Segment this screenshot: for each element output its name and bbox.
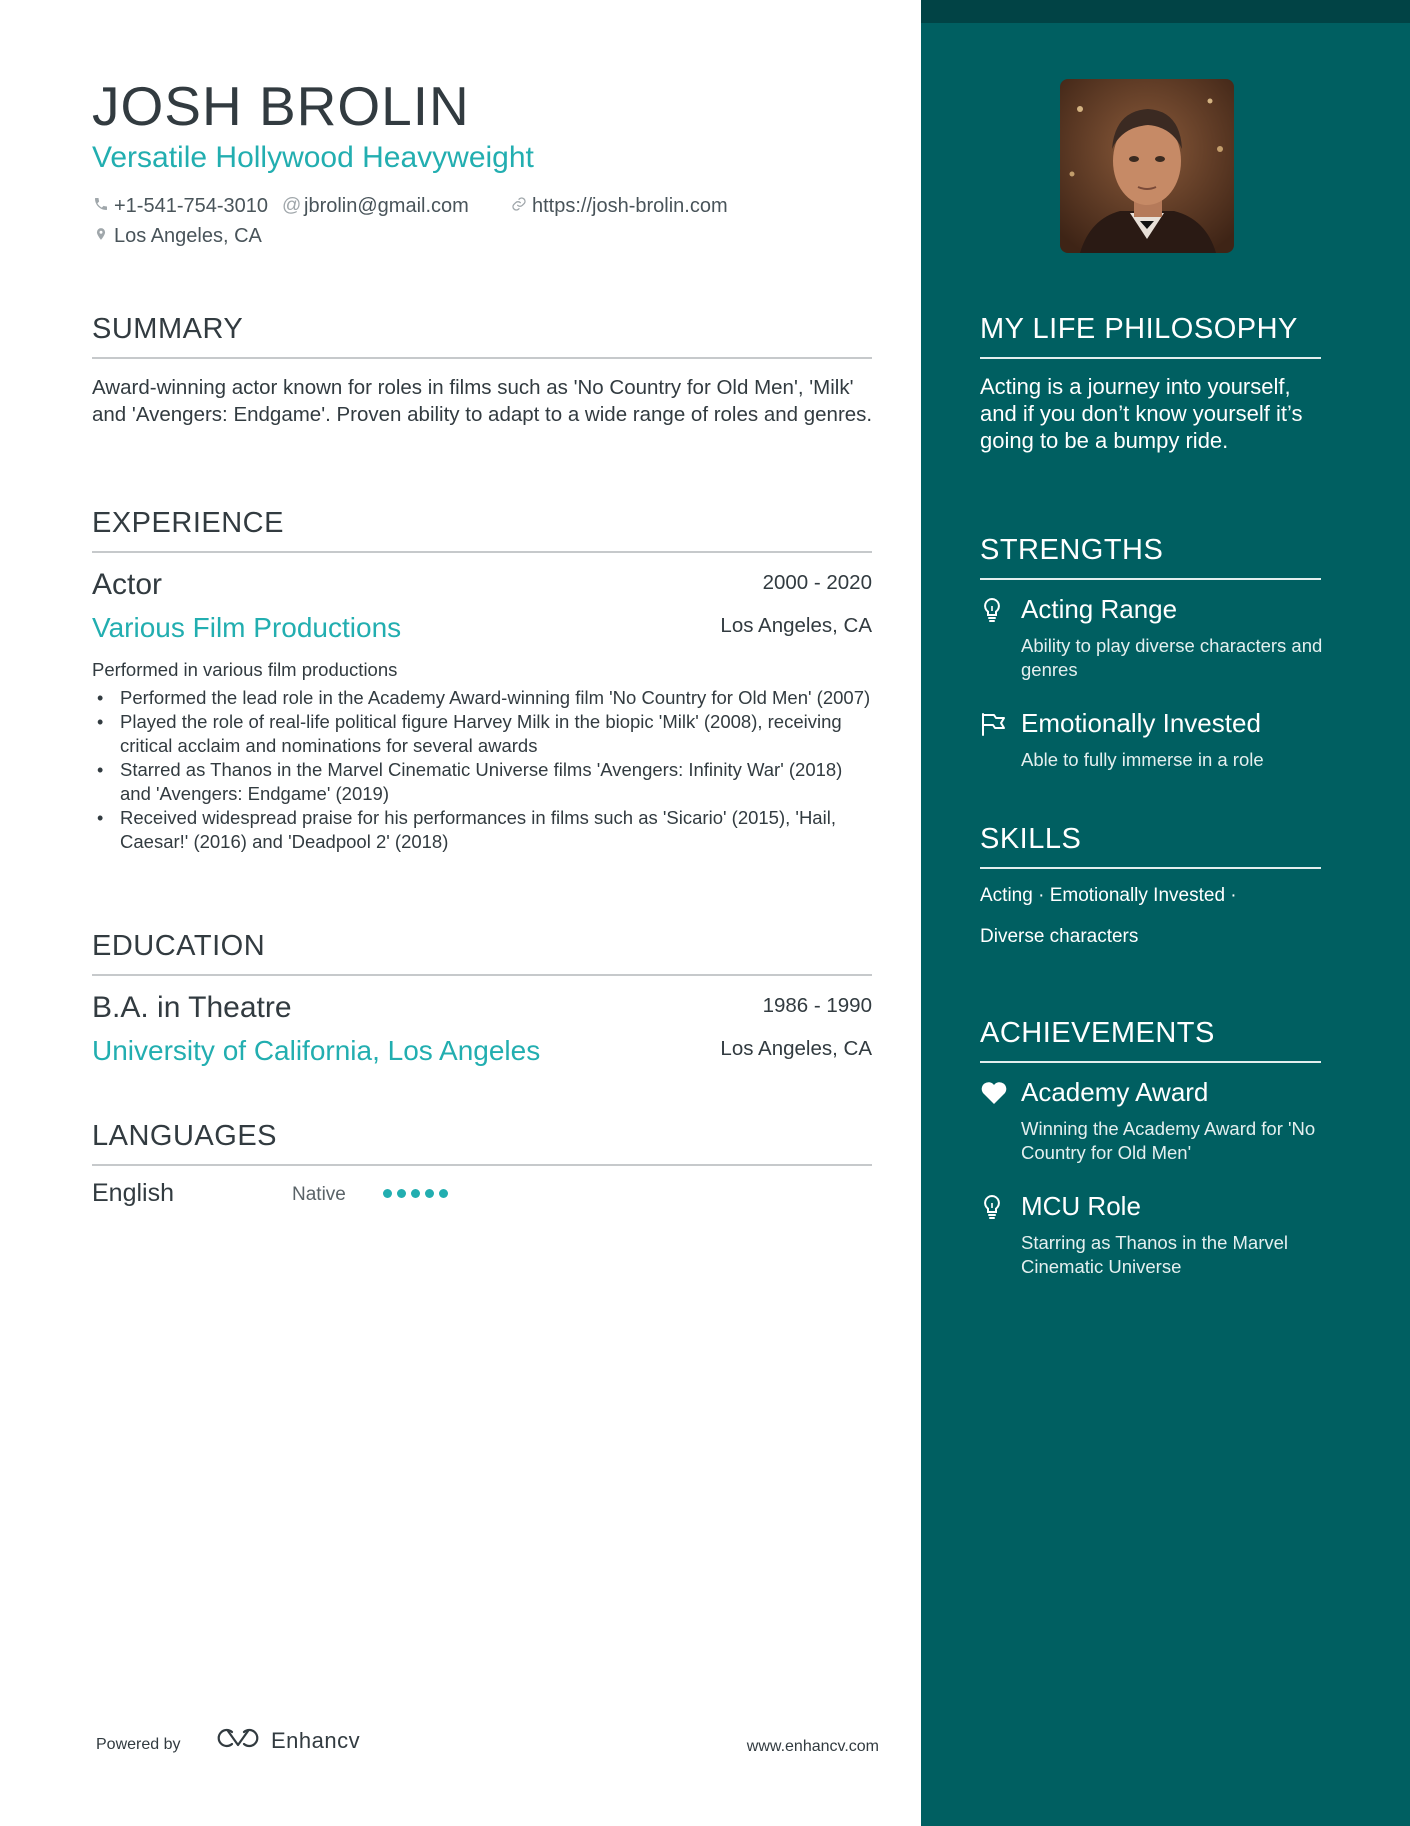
rating-dot [439, 1189, 448, 1198]
strengths-divider [980, 578, 1321, 580]
candidate-name: JOSH BROLIN [92, 75, 470, 137]
skills-line-1: Acting · Emotionally Invested · [980, 885, 1237, 906]
lightbulb-icon [980, 1194, 1006, 1220]
enhancv-logo-icon [215, 1727, 261, 1754]
experience-company: Various Film Productions [92, 612, 402, 643]
contact-website [510, 194, 728, 218]
summary-divider [92, 357, 872, 359]
flag-icon [980, 711, 1006, 737]
experience-bullets [92, 686, 877, 854]
experience-bullet: • Received widespread praise for his performances in films such as 'Sicario' (2015), 'Hail, Caesar!' (2016) and 'Deadpool 2' (2018) [92, 806, 877, 854]
powered-by-label: Powered by [96, 1736, 181, 1753]
achievement-description: Winning the Academy Award for 'No Country for Old Men' [1021, 1118, 1316, 1163]
achievement-title: MCU Role [1021, 1191, 1141, 1221]
education-dates: 1986 - 1990 [762, 994, 872, 1017]
experience-bullet: • Played the role of real-life political figure Harvey Milk in the biopic 'Milk' (2008), receiving critical acclaim and nominations for several awards [92, 710, 877, 758]
language-name: English [92, 1179, 174, 1207]
location-pin-icon [92, 224, 110, 248]
experience-divider [92, 551, 872, 553]
languages-divider [92, 1164, 872, 1166]
experience-heading: EXPERIENCE [92, 507, 284, 539]
lightbulb-icon [980, 597, 1006, 623]
rating-dot [425, 1189, 434, 1198]
skills-heading: SKILLS [980, 823, 1082, 855]
philosophy-heading: MY LIFE PHILOSOPHY [980, 313, 1298, 345]
achievements-heading: ACHIEVEMENTS [980, 1017, 1215, 1049]
philosophy-divider [980, 357, 1321, 359]
experience-location: Los Angeles, CA [720, 614, 872, 637]
heart-icon [980, 1080, 1006, 1106]
sidebar-top-bar [921, 0, 1410, 23]
languages-heading: LANGUAGES [92, 1120, 277, 1152]
achievement-title: Academy Award [1021, 1077, 1209, 1107]
strength-description: Able to fully immerse in a role [1021, 749, 1264, 770]
email-link[interactable]: jbrolin@gmail.com [304, 195, 469, 217]
education-divider [92, 974, 872, 976]
contact-location [92, 224, 262, 248]
location-text: Los Angeles, CA [114, 225, 262, 247]
language-level: Native [292, 1184, 346, 1205]
summary-text: Award-winning actor known for roles in films such as 'No Country for Old Men', 'Milk' and 'Avengers: Endgame'. Proven ability to adapt to a wide range of roles and genres. [92, 376, 873, 426]
enhancv-logo[interactable] [215, 1727, 360, 1754]
profile-photo [1060, 79, 1234, 253]
experience-role: Actor [92, 568, 163, 601]
skills-line-2: Diverse characters [980, 926, 1139, 947]
achievement-description: Starring as Thanos in the Marvel Cinematic Universe [1021, 1232, 1289, 1277]
contact-phone [92, 194, 268, 218]
education-school: University of California, Los Angeles [92, 1035, 541, 1066]
strength-title: Emotionally Invested [1021, 708, 1261, 738]
rating-dot [411, 1189, 420, 1198]
language-rating [383, 1189, 448, 1198]
experience-description: Performed in various film productions [92, 659, 398, 680]
experience-bullet: • Performed the lead role in the Academy Award-winning film 'No Country for Old Men' (2007) [92, 686, 877, 710]
website-link[interactable]: https://josh-brolin.com [532, 195, 728, 217]
skills-divider [980, 867, 1321, 869]
strengths-heading: STRENGTHS [980, 534, 1164, 566]
strength-description: Ability to play diverse characters and genres [1021, 635, 1323, 680]
link-icon [510, 194, 528, 218]
experience-dates: 2000 - 2020 [762, 571, 872, 594]
strength-title: Acting Range [1021, 594, 1178, 624]
rating-dot [383, 1189, 392, 1198]
philosophy-text: Acting is a journey into yourself, and if you don’t know yourself it’s going to be a bumpy ride. [980, 374, 1303, 453]
candidate-tagline: Versatile Hollywood Heavyweight [92, 141, 534, 174]
sidebar [921, 0, 1410, 1826]
experience-bullet: • Starred as Thanos in the Marvel Cinematic Universe films 'Avengers: Infinity War' (2018) and 'Avengers: Endgame' (2019) [92, 758, 877, 806]
summary-heading: SUMMARY [92, 313, 244, 345]
rating-dot [397, 1189, 406, 1198]
education-heading: EDUCATION [92, 930, 266, 962]
phone-icon [92, 194, 110, 218]
education-location: Los Angeles, CA [720, 1037, 872, 1060]
at-icon: @ [282, 195, 302, 216]
enhancv-brand: Enhancv [271, 1727, 361, 1753]
achievements-divider [980, 1061, 1321, 1063]
education-degree: B.A. in Theatre [92, 991, 292, 1024]
phone-text[interactable]: +1-541-754-3010 [114, 195, 269, 217]
contact-email [282, 194, 469, 218]
footer-url[interactable]: www.enhancv.com [746, 1738, 879, 1755]
